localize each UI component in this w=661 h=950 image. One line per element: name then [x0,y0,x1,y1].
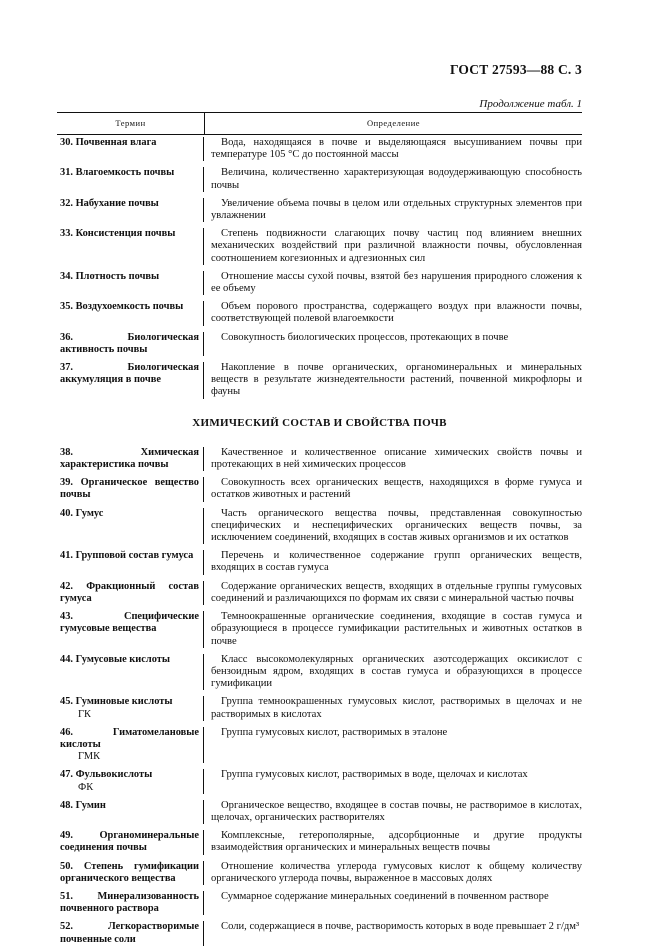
term-text: 33. Консистенция почвы [60,228,176,240]
definition-cell: Совокупность биологических процессов, протекающих в почве [221,331,509,343]
table-row [57,830,582,854]
definition-cell: Органическое вещество, входящее в состав почвы, не растворимое в кислотах, щелочах, органических растворителях [211,799,582,823]
term-cell [57,228,204,265]
term-cell [57,696,204,720]
definition-cell: Группа гумусовых кислот, растворимых в воде, щелочах и кислотах [221,769,528,781]
term-text: 34. Плотность почвы [60,270,160,282]
term-cell [57,198,204,222]
definition-cell: Совокупность всех органических веществ, находящихся в форме гумуса и остатков животных и растений [211,477,582,501]
term-cell [57,271,204,295]
term-cell [57,167,204,191]
table-row [57,301,582,325]
table-header [57,112,582,135]
table-row [57,228,582,265]
term-text: 49. Органоминеральные соединения почвы [60,830,199,854]
table-row [57,332,582,356]
definition-cell: Величина, количественно характеризующая водоудерживающую способность почвы [211,167,582,191]
term-cell [57,362,204,399]
table-row [57,447,582,471]
term-cell [57,508,204,545]
definition-cell: Темноокрашенные органические соединения, входящие в состав гумуса и образующиеся в процессе гумификации растительных и животных остатков в почве [211,611,582,647]
term-text: 30. Почвенная влага [60,137,157,148]
term-cell [57,727,204,764]
definition-cell: Группа гумусовых кислот, растворимых в эталоне [221,726,448,738]
definition-cell: Часть органического вещества почвы, представленная совокупностью специфических и неспецифических органических веществ почвы, за исключением соединений, входящих в состав живых организмов и их остатков [211,507,582,544]
term-text: 50. Степень гумификации органического вещества [60,860,199,884]
table-row [57,362,582,399]
table-row [57,581,582,605]
table-row [57,769,582,793]
term-text: 32. Набухание почвы [60,197,159,209]
term-abbreviation: ФК [78,781,94,793]
column-header-definition: Определение [366,118,421,129]
term-text: 41. Групповой состав гумуса [60,550,194,562]
definition-cell: Суммарное содержание минеральных соединений в почвенном растворе [221,890,549,902]
table-row [57,861,582,885]
table-row [57,477,582,501]
table-row [57,891,582,915]
term-cell [57,654,204,691]
table-row [57,508,582,545]
table-row [57,198,582,222]
term-text: 35. Воздухоемкость почвы [60,301,184,313]
term-text: 44. Гумусовые кислоты [60,653,170,665]
table-row [57,137,582,161]
definition-cell: Вода, находящаяся в почве и выделяющаяся высушиванием почвы при температуре 105 °С до постоянной массы [211,137,582,161]
term-cell [57,332,204,356]
table-row [57,167,582,191]
term-text: 46. Гиматомелановые кислоты [60,726,199,750]
table-row [57,727,582,764]
table-row [57,696,582,720]
term-text: 42. Фракционный состав гумуса [60,580,199,604]
page-header: ГОСТ 27593—88 С. 3 [449,62,582,77]
definition-cell: Соли, содержащиеся в почве, растворимость которых в воде превышает 2 г/дм³ [221,921,580,933]
term-text: 51. Минерализованность почвенного раствора [60,890,199,915]
term-text: 37. Биологическая аккумуляция в почве [60,362,199,386]
term-cell [57,891,204,915]
table-row [57,654,582,691]
definition-cell: Качественное и количественное описание химических свойств почвы и протекающих в ней химических процессов [211,446,582,471]
definition-cell: Комплексные, гетерополярные, адсорбционные и другие продукты взаимодействия органических и минеральных веществ почвы [211,830,582,854]
section-chemical-properties [57,445,582,950]
table-continuation-label: Продолжение табл. 1 [479,98,582,110]
section-title: ХИМИЧЕСКИЙ СОСТАВ И СВОЙСТВА ПОЧВ [192,416,447,429]
section-physical-properties [57,135,582,403]
definition-cell: Накопление в почве органических, органоминеральных и минеральных веществ в результате жизнедеятельности растений, почвенной микрофлоры и фауны [211,362,582,398]
term-text: 39. Органическое вещество почвы [60,477,199,501]
term-cell [57,447,204,471]
term-text: 45. Гуминовые кислоты [60,696,173,708]
term-cell [57,861,204,885]
term-text: 40. Гумус [60,507,104,519]
term-cell [57,800,204,824]
table-row [57,271,582,295]
term-cell [57,830,204,854]
term-cell [57,611,204,648]
table-row [57,921,582,945]
term-text: 52. Легкорастворимые почвенные соли [60,921,199,945]
term-cell [57,921,204,945]
definition-cell: Группа темноокрашенных гумусовых кислот, растворимых в щелочах и не растворимых в кислотах [211,696,582,720]
table-row [57,611,582,648]
terms-table [57,112,582,950]
definition-cell: Отношение массы сухой почвы, взятой без нарушения природного сложения к ее объему [211,270,582,295]
definition-cell: Класс высокомолекулярных органических азотсодержащих оксикислот с бензоидным ядром, входящих в состав гумуса и образующихся в процессе гумификации [211,653,582,690]
term-text: 48. Гумин [60,799,106,811]
term-cell [57,301,204,325]
table-row [57,550,582,574]
term-cell [57,581,204,605]
definition-cell: Отношение количества углерода гумусовых кислот к общему количеству органического углерода почвы, выраженное в массовых долях [211,860,582,884]
column-header-term: Термин [57,113,205,134]
term-text: 36. Биологическая активность почвы [60,331,199,355]
table-row [57,800,582,824]
term-text: 43. Специфические гумусовые вещества [60,611,199,635]
definition-cell: Объем порового пространства, содержащего воздух при влажности почвы, соответствующей полевой влагоемкости [211,301,582,325]
term-cell [57,477,204,501]
term-cell [57,550,204,574]
definition-cell: Перечень и количественное содержание групп органических веществ, входящих в состав гумуса [211,550,582,574]
definition-cell: Содержание органических веществ, входящих в отдельные группы гумусовых соединений и различающихся по формам их связи с минеральной частью почвы [211,580,582,604]
term-abbreviation: ГМК [78,751,101,763]
term-abbreviation: ГК [78,708,91,720]
term-text: 31. Влагоемкость почвы [60,167,175,179]
term-cell [57,769,204,793]
term-text: 38. Химическая характеристика почвы [60,446,199,471]
term-text: 47. Фульвокислоты [60,769,153,781]
definition-cell: Увеличение объема почвы в целом или отдельных структурных элементов при увлажнении [211,197,582,222]
term-cell [57,137,204,161]
definition-cell: Степень подвижности слагающих почву частиц под влиянием внешних механических воздействий при различной влажности почвы, обусловленная соотношением когезионных и адгезионных сил [211,228,582,264]
